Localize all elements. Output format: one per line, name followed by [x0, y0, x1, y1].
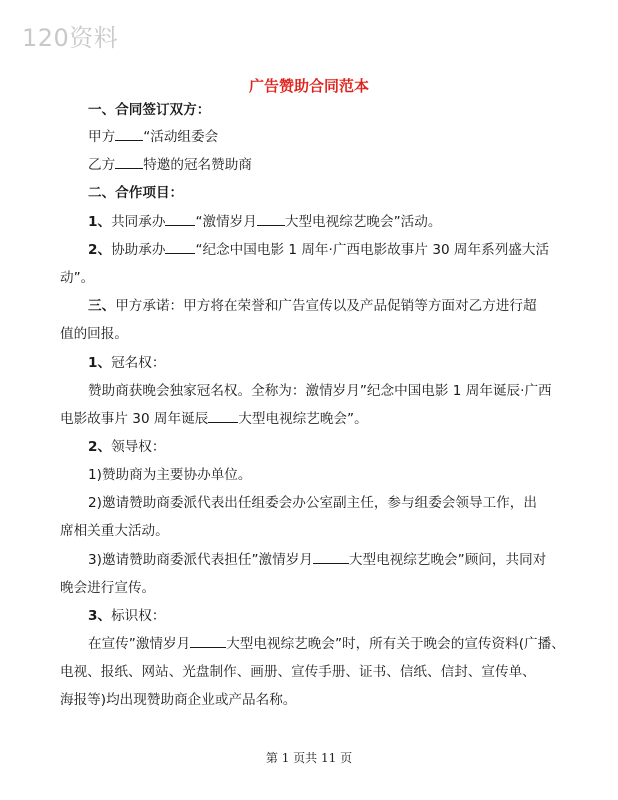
item-text: 协助承办	[111, 242, 166, 258]
project-item-2	[88, 240, 549, 260]
right-2-item-3-continued: 晚会进行宣传。	[60, 580, 156, 596]
right-1-continued	[60, 409, 368, 429]
item-text: “纪念中国电影 1 周年·广西电影故事片 30 周年系列盛大活	[195, 242, 550, 258]
blank-underline	[190, 634, 226, 648]
blank-underline	[165, 240, 195, 254]
blank-underline	[115, 127, 143, 141]
right-1-heading	[88, 353, 165, 373]
right-2-item-2: 2)邀请赞助商委派代表出任组委会办公室副主任，参与组委会领导工作，出	[88, 495, 537, 511]
section-3-line	[88, 296, 537, 316]
blank-underline	[313, 550, 349, 564]
project-item-2-continued: 动”。	[60, 270, 95, 286]
section-heading-projects: 二、合作项目：	[88, 185, 184, 201]
paragraph-text: 大型电视综艺晚会”。	[238, 411, 368, 427]
item-text: 大型电视综艺晚会”活动。	[284, 214, 442, 230]
paragraph-text: 大型电视综艺晚会”顾问，共同对	[348, 552, 547, 568]
party-a-label: 甲方	[88, 129, 116, 145]
paragraph-text: 电影故事片 30 周年诞辰	[60, 411, 209, 427]
item-text: “激情岁月	[195, 214, 257, 230]
project-item-1	[88, 212, 441, 232]
right-3-continued-2: 海报等)均出现赞助商企业或产品名称。	[60, 692, 297, 708]
blank-underline	[115, 155, 143, 169]
party-a-text: “活动组委会	[143, 129, 219, 145]
page-footer: 第 1 页共 11 页	[265, 751, 353, 765]
right-number: 3、	[88, 608, 112, 624]
right-2-item-1: 1)赞助商为主要协办单位。	[88, 467, 252, 483]
right-2-item-3	[88, 550, 546, 570]
right-1-text: 赞助商获晚会独家冠名权。全称为：激情岁月”纪念中国电影 1 周年诞辰·广西	[88, 383, 552, 399]
right-3-text	[88, 634, 565, 654]
section-3-continued: 值的回报。	[60, 326, 128, 342]
blank-underline	[208, 409, 238, 423]
right-title: 冠名权：	[111, 355, 166, 371]
right-title: 领导权：	[111, 439, 166, 455]
right-title: 标识权：	[111, 608, 166, 624]
paragraph-text: 在宣传”激情岁月	[88, 636, 191, 652]
right-3-continued-1: 电视、报纸、网站、光盘制作、画册、宣传手册、证书、信纸、信封、宣传单、	[60, 664, 536, 680]
section-3-text: 甲方承诺：甲方将在荣誉和广告宣传以及产品促销等方面对乙方进行超	[115, 298, 537, 314]
document-title: 广告赞助合同范本	[248, 77, 369, 95]
party-b-text: 特邀的冠名赞助商	[143, 157, 252, 173]
right-number: 2、	[88, 439, 112, 455]
party-a-line	[88, 127, 218, 147]
right-2-heading	[88, 437, 165, 457]
right-number: 1、	[88, 355, 112, 371]
party-b-label: 乙方	[88, 157, 116, 173]
party-b-line	[88, 155, 252, 175]
item-number: 1、	[88, 214, 112, 230]
paragraph-text: 大型电视综艺晚会”时，所有关于晚会的宣传资料(广播、	[226, 636, 565, 652]
item-text: 共同承办	[111, 214, 166, 230]
right-2-item-2-continued: 席相关重大活动。	[60, 523, 169, 539]
blank-underline	[257, 212, 285, 226]
paragraph-text: 3)邀请赞助商委派代表担任”激情岁月	[88, 552, 313, 568]
item-number: 2、	[88, 242, 112, 258]
section-heading-promise: 三、	[88, 298, 116, 314]
section-heading-parties: 一、合同签订双方：	[88, 102, 211, 118]
watermark: 120资料	[22, 24, 119, 52]
right-3-heading	[88, 606, 165, 626]
blank-underline	[165, 212, 195, 226]
